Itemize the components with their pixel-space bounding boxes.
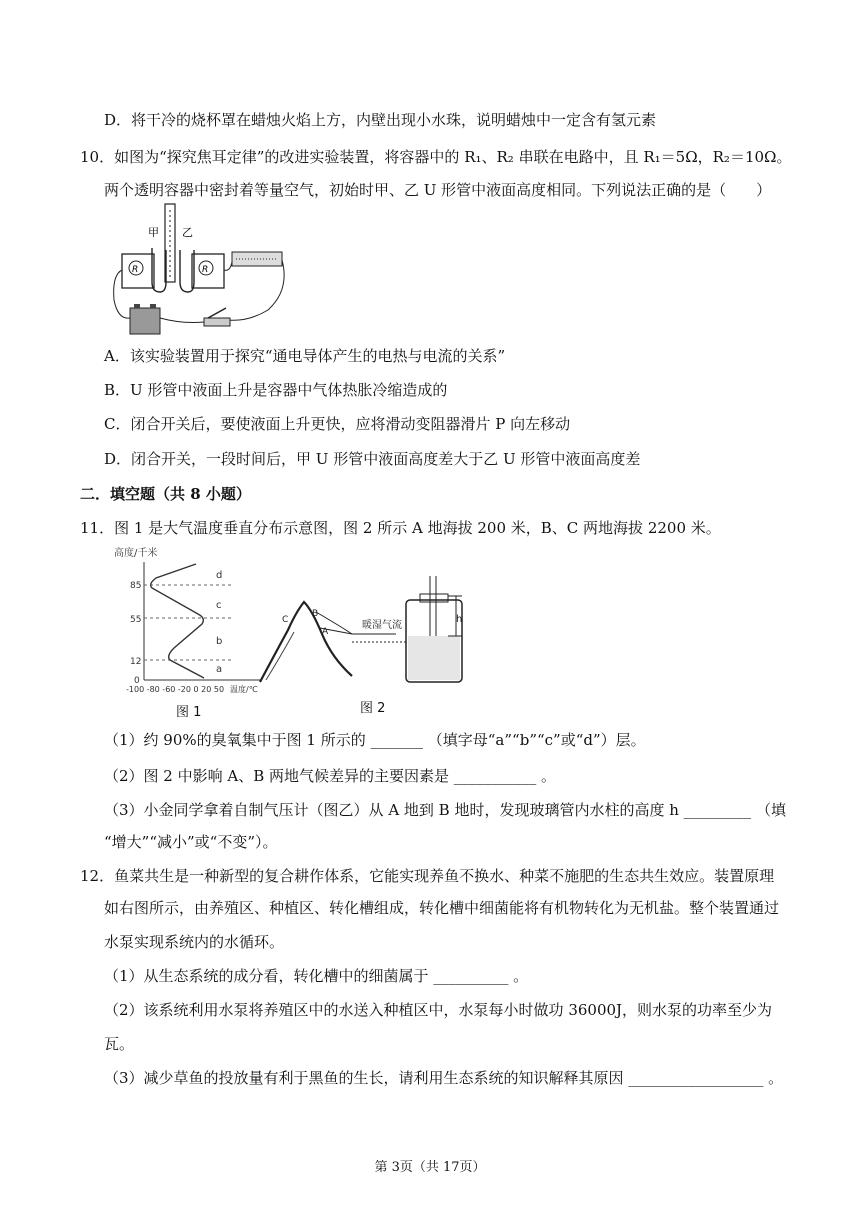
q10-figure <box>108 200 290 344</box>
fig1-ylabel: 高度/千米 <box>114 548 158 559</box>
ytick-0: 0 <box>134 676 140 686</box>
q12-stem-line3: 水泵实现系统内的水循环。 <box>104 933 285 951</box>
q10-option-d: D．闭合开关，一段时间后，甲 U 形管中液面高度差大于乙 U 形管中液面高度差 <box>104 450 641 468</box>
ytick-12: 12 <box>130 657 142 667</box>
height-h-label: h <box>456 614 463 625</box>
q10-option-a: A．该实验装置用于探究“通电导体产生的电热与电流的关系” <box>104 347 506 365</box>
layer-c-label: c <box>216 600 222 611</box>
q12-stem-line1: 12．鱼菜共生是一种新型的复合耕作体系，它能实现养鱼不换水、种菜不施肥的生态共生效应。装置原理 <box>80 867 775 885</box>
fig1-caption: 图 1 <box>176 705 202 720</box>
page-footer: 第 3页（共 17页） <box>374 1160 486 1175</box>
label-yi: 乙 <box>182 226 193 239</box>
q11-part1: （1）约 90%的臭氧集中于图 1 所示的 _______ （填字母“a”“b”“c”或“d”）层。 <box>104 731 646 749</box>
label-jia: 甲 <box>148 226 159 239</box>
q11-part3-line1: （3）小金同学拿着自制气压计（图乙）从 A 地到 B 地时，发现玻璃管内水柱的高度 h _________ （填 <box>104 801 786 819</box>
ytick-55: 55 <box>130 615 142 625</box>
fig1-xlabel: 温度/℃ <box>230 685 258 694</box>
q10-option-b: B．U 形管中液面上升是容器中气体热胀冷缩造成的 <box>104 381 448 399</box>
q10-stem-line1: 10．如图为“探究焦耳定律”的改进实验装置，将容器中的 R₁、R₂ 串联在电路中，且 R₁＝5Ω，R₂＝10Ω。 <box>80 148 792 166</box>
q11-part3-line2: “增大”“减小”或“不变”）。 <box>104 833 278 851</box>
place-a-label: A <box>322 627 329 637</box>
resistor-r1-label: R <box>132 265 139 275</box>
fig2-caption: 图 2 <box>360 701 386 716</box>
fig1-xticks: -100 -80 -60 -20 0 20 50 <box>126 685 225 694</box>
place-c-label: C <box>282 615 289 625</box>
layer-d-label: d <box>216 570 223 581</box>
q11-figure-2 <box>256 572 472 726</box>
q12-part2-line2: 瓦。 <box>104 1035 135 1053</box>
q12-part3: （3）减少草鱼的投放量有利于黑鱼的生长，请利用生态系统的知识解释其原因 __________________ 。 <box>104 1069 784 1087</box>
q10-stem-line2: 两个透明容器中密封着等量空气，初始时甲、乙 U 形管中液面高度相同。下列说法正确的是（ ） <box>104 181 772 199</box>
layer-a-label: a <box>216 664 223 675</box>
q12-part1: （1）从生态系统的成分看，转化槽中的细菌属于 __________ 。 <box>104 967 529 985</box>
resistor-r2-label: R <box>202 265 209 275</box>
place-b-label: B <box>312 609 319 619</box>
layer-b-label: b <box>216 636 223 647</box>
q11-part2: （2）图 2 中影响 A、B 两地气候差异的主要因素是 ___________ 。 <box>104 767 557 785</box>
q12-stem-line2: 如右图所示，由养殖区、种植区、转化槽组成，转化槽中细菌能将有机物转化为无机盐。整个装置通过 <box>104 899 780 917</box>
q9-option-d: D．将干冷的烧杯罩在蜡烛火焰上方，内壁出现小水珠，说明蜡烛中一定含有氢元素 <box>104 111 657 129</box>
ytick-85: 85 <box>130 581 142 591</box>
airflow-label: 暖湿气流 <box>362 620 402 631</box>
q11-stem: 11．图 1 是大气温度垂直分布示意图，图 2 所示 A 地海拔 200 米，B、C 两地海拔 2200 米。 <box>80 519 721 537</box>
q11-figure-1 <box>112 544 274 726</box>
q12-part2-line1: （2）该系统利用水泵将养殖区中的水送入种植区中，水泵每小时做功 36000J，则水泵的功率至少为 <box>104 1001 773 1019</box>
q10-option-c: C．闭合开关后，要使液面上升更快，应将滑动变阻器滑片 P 向左移动 <box>104 415 571 433</box>
section-heading: 二．填空题（共 8 小题） <box>80 485 251 503</box>
